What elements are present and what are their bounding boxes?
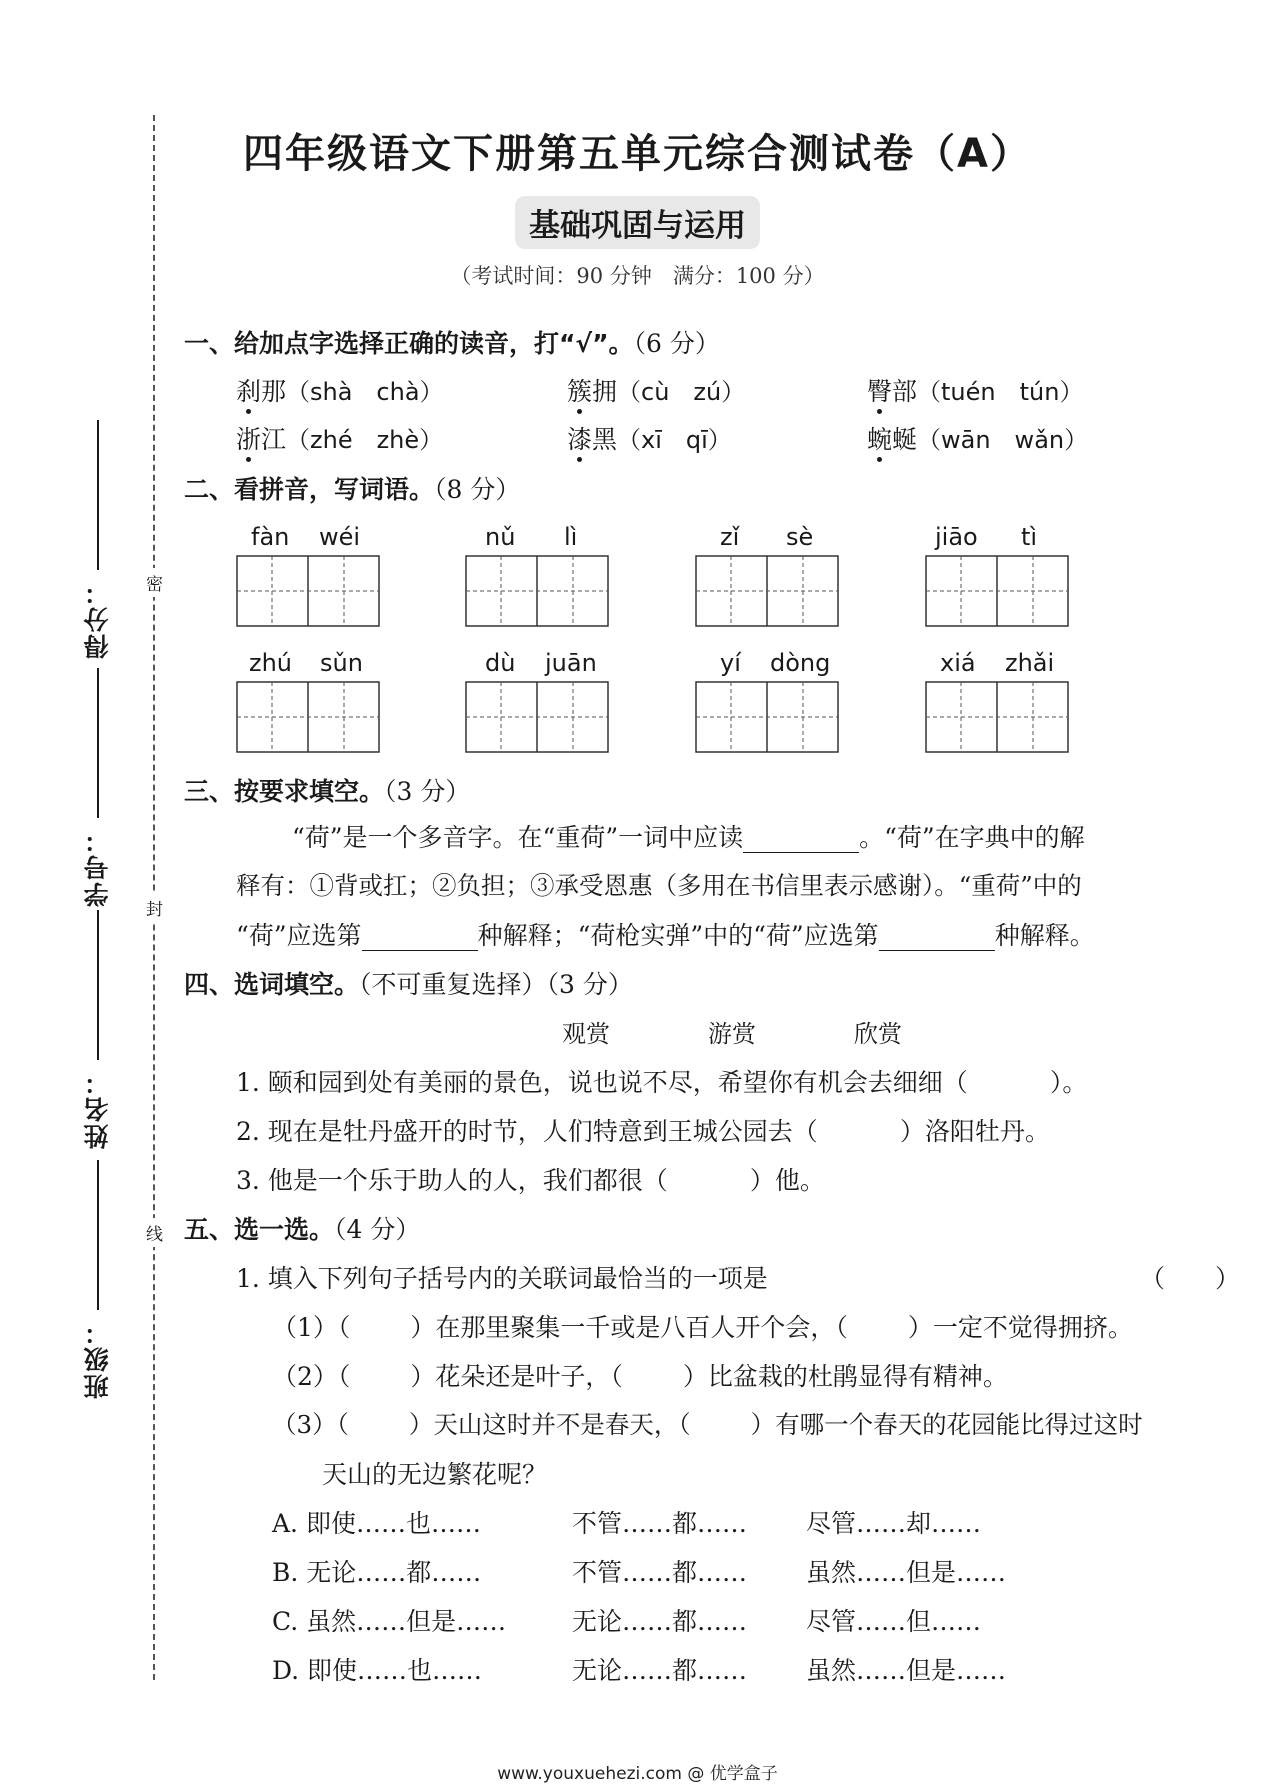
pinyin: nǔ [485, 523, 516, 551]
q5-option-c-col2: 无论……都…… [572, 1607, 748, 1636]
word-bank-2: 游赏 [708, 1020, 756, 1048]
writing-grid[interactable] [925, 555, 1069, 627]
emphasis-dot [246, 457, 251, 462]
name-label: 姓名： [83, 1068, 112, 1149]
pinyin: dòng [770, 649, 831, 677]
q1-item-5[interactable]: 漆黑（xī qī） [567, 425, 732, 454]
emphasis-dot [877, 409, 882, 414]
pinyin: sè [786, 523, 814, 551]
pinyin: dù [485, 649, 516, 677]
emphasis-dot [246, 409, 251, 414]
student-id-label: 学号： [83, 826, 112, 907]
q5-stem: 1. 填入下列句子括号内的关联词最恰当的一项是 [236, 1264, 768, 1293]
q5-heading [184, 1210, 420, 1246]
class-underline [97, 1160, 99, 1310]
footer-watermark: www.youxuehezi.com @ 优学盒子 [497, 1764, 778, 1784]
name-field[interactable] [78, 910, 118, 1149]
q5-option-c[interactable]: C. 虽然……但是…… [272, 1607, 507, 1636]
q1-heading-text: 一、给加点字选择正确的读音，打“√”。 [184, 329, 634, 358]
q2-points: （8 分） [434, 475, 521, 504]
emphasis-dot [577, 457, 582, 462]
pinyin: wéi [319, 523, 361, 551]
q4-points: （不可重复选择）（3 分） [359, 970, 633, 999]
student-id-field[interactable] [78, 668, 118, 907]
seal-char-xian: 线 [146, 1218, 163, 1247]
writing-grid[interactable] [236, 555, 380, 627]
class-label: 班级： [83, 1318, 112, 1399]
q2-heading [184, 470, 520, 506]
score-field[interactable] [78, 420, 118, 659]
q5-option-a-col3: 尽管……却…… [806, 1509, 982, 1538]
q1-item-6[interactable]: 蜿蜒（wān wǎn） [867, 425, 1089, 454]
emphasis-dot [577, 409, 582, 414]
q1-points: （6 分） [633, 329, 720, 358]
q5-answer-paren[interactable]: （ ） [1140, 1264, 1241, 1293]
pinyin: yí [720, 649, 741, 677]
pinyin: zhǎi [1005, 649, 1055, 677]
q1-item-2[interactable]: 簇拥（cù zú） [567, 377, 746, 406]
q5-points: （4 分） [334, 1215, 421, 1244]
q3-heading [184, 772, 470, 808]
pinyin: xiá [940, 649, 976, 677]
pinyin: zǐ [720, 523, 740, 551]
q3-blank-2[interactable] [362, 921, 478, 951]
pinyin: sǔn [320, 649, 363, 677]
score-label: 得分： [83, 578, 112, 659]
q5-option-d-col3: 虽然……但是…… [806, 1656, 1007, 1685]
student-id-underline [97, 668, 99, 818]
q3-line-2: 释有：①背或扛；②负担；③承受恩惠（多用在书信里表示感谢）。“重荷”中的 [236, 871, 1082, 900]
q5-sentence-3: （3）（ ）天山这时并不是春天，（ ）有哪一个春天的花园能比得过这时 [272, 1410, 1143, 1439]
writing-grid[interactable] [236, 681, 380, 753]
q1-item-1[interactable]: 刹那（shà chà） [236, 377, 444, 406]
seal-char-mi: 密 [146, 568, 163, 597]
score-underline [97, 420, 99, 570]
name-underline [97, 910, 99, 1060]
pinyin: jiāo [935, 523, 978, 551]
class-field[interactable] [78, 1160, 118, 1399]
subtitle-badge: 基础巩固与运用 [515, 196, 760, 249]
q5-option-a-col2: 不管……都…… [572, 1509, 748, 1538]
pinyin: fàn [251, 523, 290, 551]
q3-heading-text: 三、按要求填空。 [184, 777, 385, 806]
q3-blank-3[interactable] [879, 921, 995, 951]
q2-heading-text: 二、看拼音，写词语。 [184, 475, 435, 504]
writing-grid[interactable] [465, 555, 609, 627]
word-bank-1: 观赏 [562, 1020, 610, 1048]
seal-char-feng: 封 [146, 893, 163, 922]
q3-points: （3 分） [384, 777, 471, 806]
q5-option-b-col3: 虽然……但是…… [806, 1558, 1007, 1587]
emphasis-dot [877, 457, 882, 462]
q4-item-1: 1. 颐和园到处有美丽的景色，说也说不尽，希望你有机会去细细（ ）。 [236, 1068, 1088, 1097]
pinyin: lì [564, 523, 578, 551]
q5-option-c-col3: 尽管……但…… [806, 1607, 982, 1636]
word-bank-3: 欣赏 [854, 1020, 902, 1048]
q5-sentence-3-cont: 天山的无边繁花呢？ [322, 1460, 548, 1489]
q3-line-1: “荷”是一个多音字。在“重荷”一词中应读 。“荷”在字典中的解 [292, 823, 1085, 852]
q5-option-d[interactable]: D. 即使……也…… [272, 1656, 483, 1685]
q5-option-b[interactable]: B. 无论……都…… [272, 1558, 482, 1587]
exam-info: （考试时间：90 分钟 满分：100 分） [450, 264, 825, 288]
q3-line-3: “荷”应选第 种解释；“荷枪实弹”中的“荷”应选第 种解释。 [236, 921, 1095, 950]
q4-heading-text: 四、选词填空。 [184, 970, 360, 999]
pinyin: juān [545, 649, 597, 677]
q5-sentence-1: （1）（ ）在那里聚集一千或是八百人开个会，（ ）一定不觉得拥挤。 [272, 1313, 1133, 1342]
writing-grid[interactable] [695, 681, 839, 753]
q4-item-3: 3. 他是一个乐于助人的人，我们都很（ ）他。 [236, 1166, 825, 1195]
q5-option-b-col2: 不管……都…… [572, 1558, 748, 1587]
q4-heading [184, 965, 633, 1001]
pinyin: zhú [249, 649, 293, 677]
q5-sentence-2: （2）（ ）花朵还是叶子，（ ）比盆栽的杜鹃显得有精神。 [272, 1362, 1008, 1391]
q1-item-4[interactable]: 浙江（zhé zhè） [236, 425, 444, 454]
subtitle-wrap [0, 196, 1275, 249]
q4-item-2: 2. 现在是牡丹盛开的时节，人们特意到王城公园去（ ）洛阳牡丹。 [236, 1117, 1050, 1146]
q5-heading-text: 五、选一选。 [184, 1215, 335, 1244]
q3-blank-1[interactable] [743, 823, 859, 853]
q1-heading [184, 324, 720, 360]
q1-item-3[interactable]: 臀部（tuén tún） [867, 377, 1084, 406]
writing-grid[interactable] [465, 681, 609, 753]
pinyin: tì [1021, 523, 1038, 551]
q5-option-d-col2: 无论……都…… [572, 1656, 748, 1685]
writing-grid[interactable] [925, 681, 1069, 753]
writing-grid[interactable] [695, 555, 839, 627]
q5-option-a[interactable]: A. 即使……也…… [272, 1509, 481, 1538]
page-title: 四年级语文下册第五单元综合测试卷（A） [243, 131, 1032, 177]
